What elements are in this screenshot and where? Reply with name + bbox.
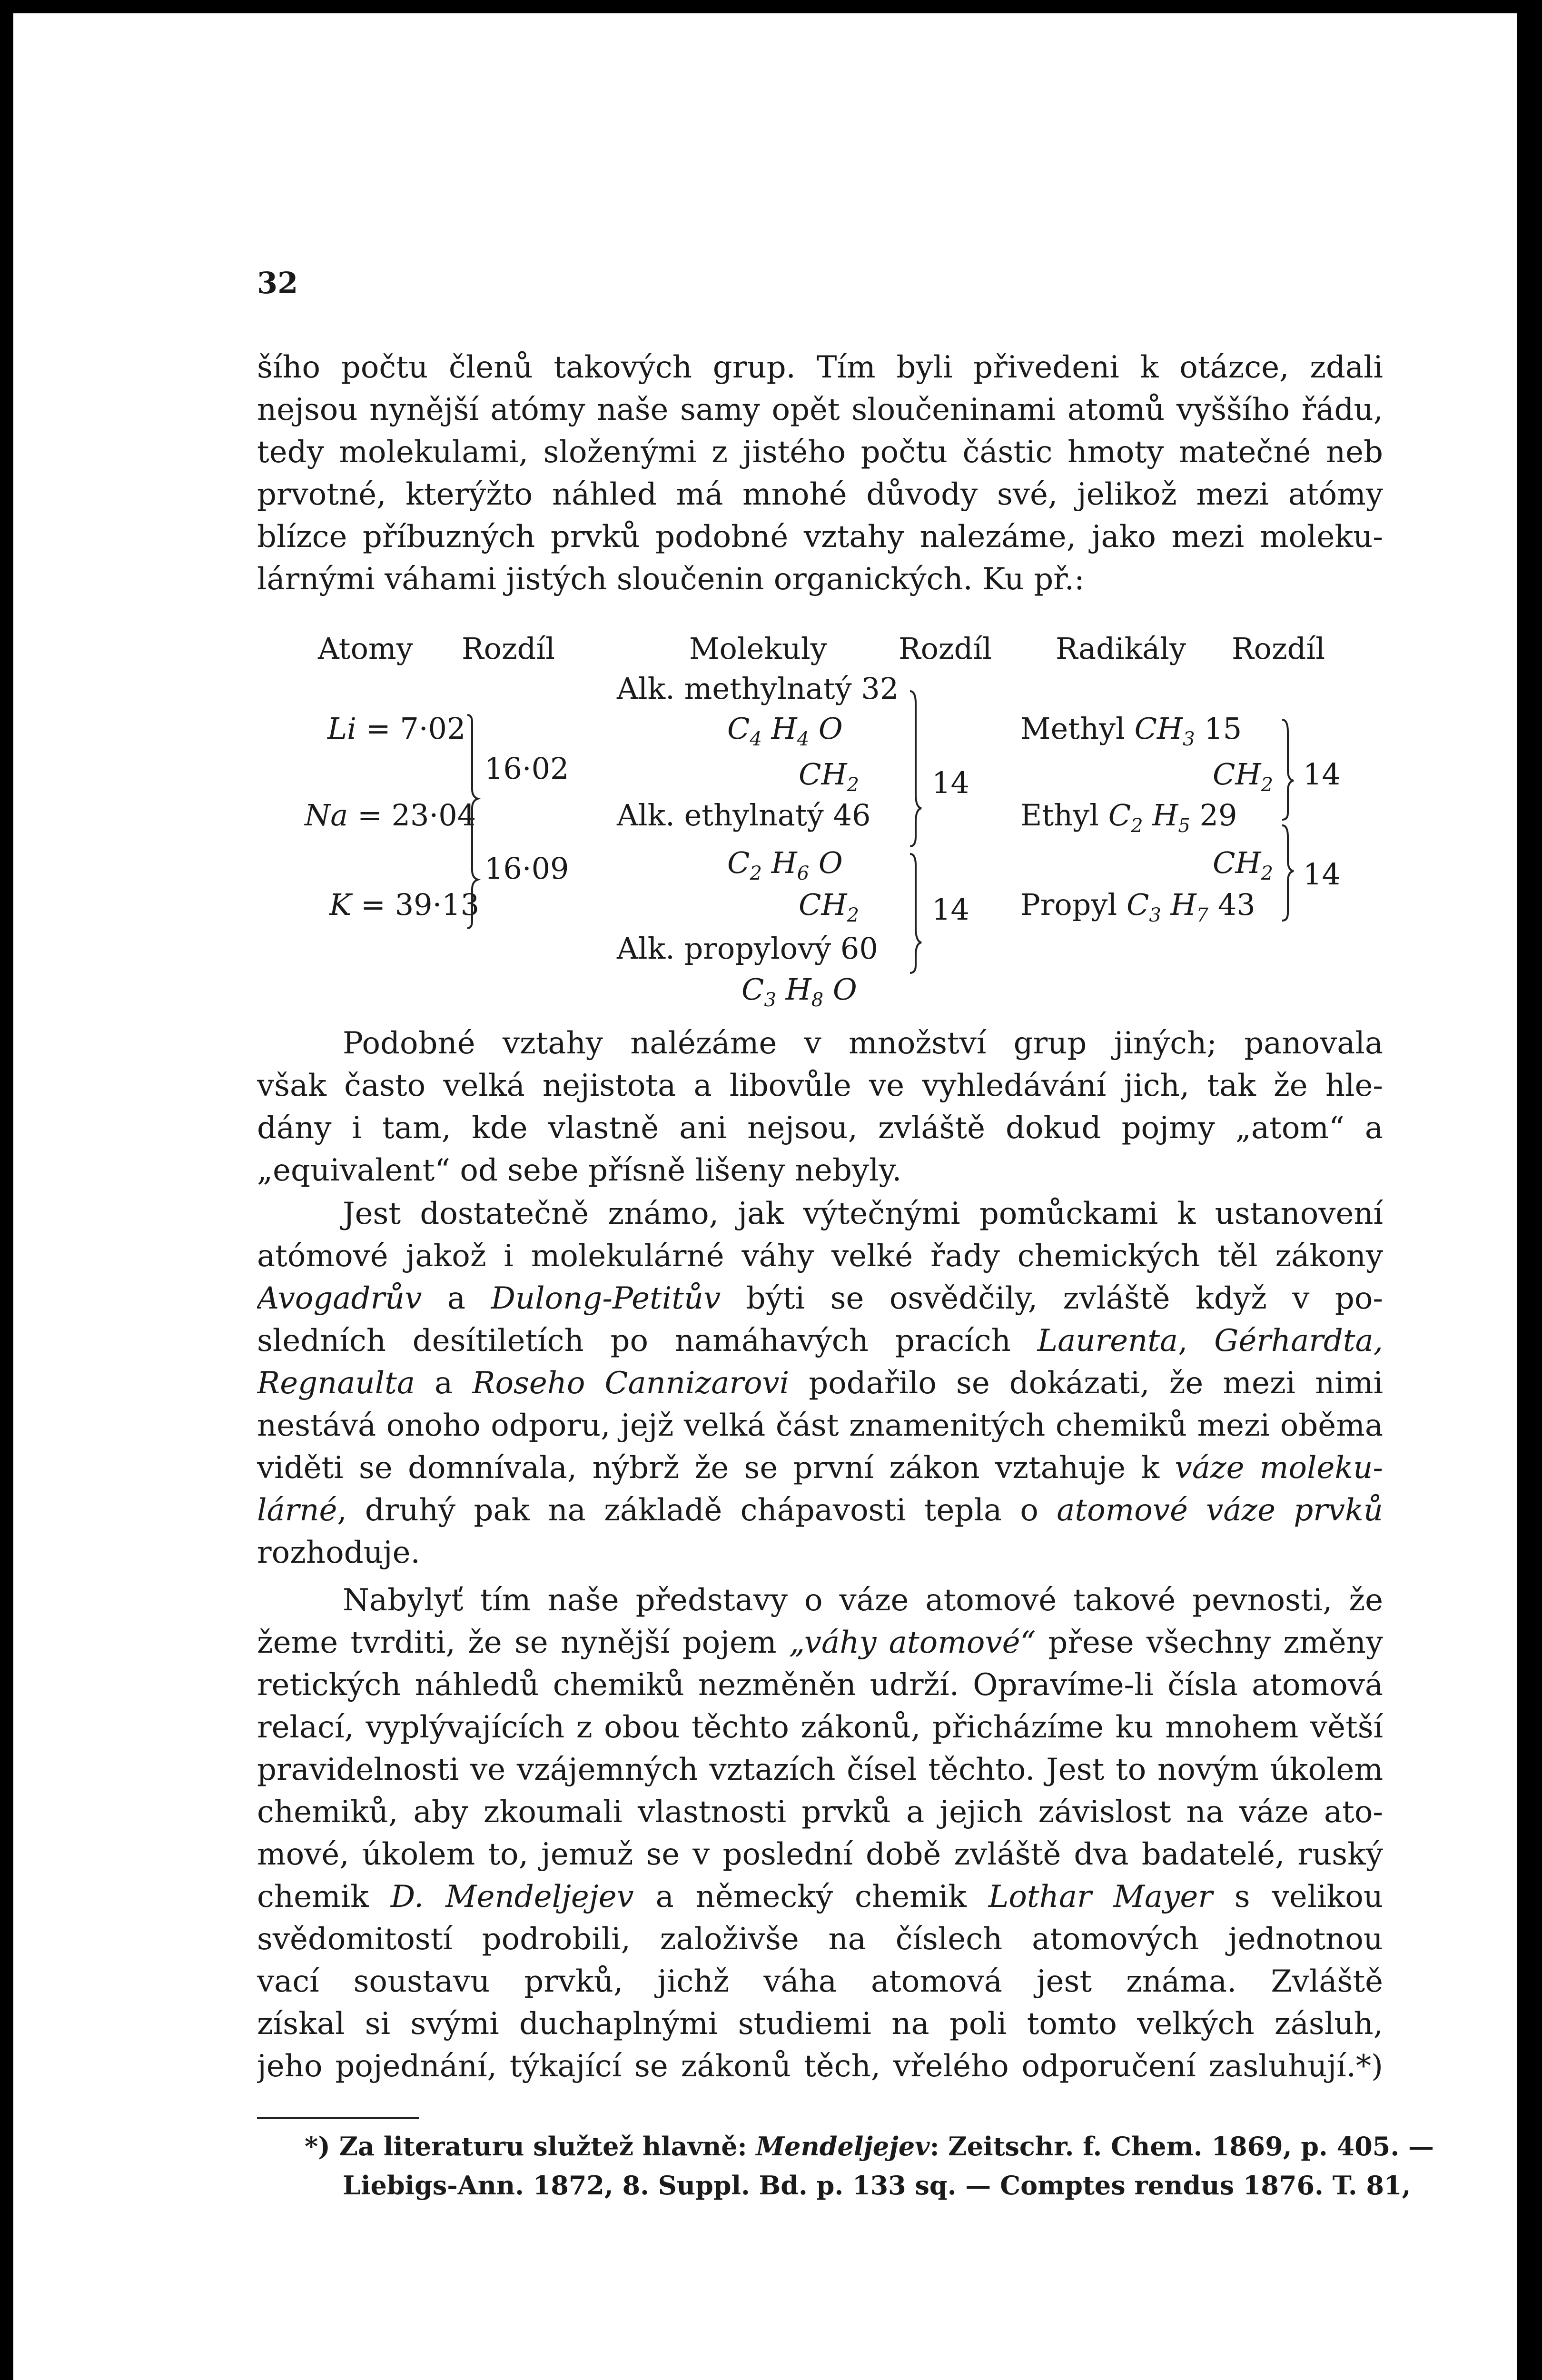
atom-diff-2: 16·09: [484, 851, 569, 886]
footnote-line: Liebigs-Ann. 1872, 8. Suppl. Bd. p. 133 sq. — Comptes rendus 1876. T. 81,: [343, 2170, 1411, 2201]
text-line: Jest dostatečně známo, jak výtečnými pomůckami k ustanovení: [343, 1196, 1383, 1231]
atom-diff-1: 16·02: [484, 751, 569, 786]
text-line: Regnaulta a Roseho Cannizarovi podařilo se dokázati, že mezi nimi: [257, 1366, 1383, 1401]
header-radikaly: Radikály: [1056, 631, 1186, 666]
molecule-formula-2: $C_2$ $H_6$ O: [727, 845, 843, 884]
text-line: atómové jakož i molekulárné váhy velké řady chemických těl zákony: [257, 1239, 1383, 1274]
paragraph-3: [257, 1193, 1383, 1574]
text-line: však často velká nejistota a libovůle ve vyhledávání jich, tak že hle-: [257, 1068, 1383, 1103]
paragraph-2: [257, 1022, 1383, 1192]
footnote: [257, 2127, 1434, 2205]
text-line: jeho pojednání, týkající se zákonů těch, vřelého odporučení zasluhují.*): [257, 2049, 1383, 2084]
text-line: relací, vyplývajících z obou těchto zákonů, přicházíme ku mnohem větší: [257, 1710, 1383, 1745]
text-line: vací soustavu prvků, jichž váha atomová jest známa. Zvláště: [257, 1964, 1383, 1999]
text-line: Nabylyť tím naše představy o váze atomové takové pevnosti, že: [343, 1583, 1383, 1618]
text-line: žeme tvrditi, že se nynější pojem „váhy atomové“ přese všechny změny: [257, 1625, 1383, 1660]
radical-diff-2: 14: [1303, 857, 1341, 892]
header-rozdil-2: Rozdíl: [899, 631, 992, 666]
molecule-alk-2: Alk. ethylnatý 46: [617, 798, 871, 833]
text-line: svědomitostí podrobili, založivše na číslech atomových jednotnou: [257, 1922, 1383, 1957]
text-line: „equivalent“ od sebe přísně lišeny nebyly.: [257, 1153, 902, 1188]
molecule-ch2-2: $CH_2$: [799, 887, 859, 926]
molecule-formula-1: $C_4$ $H_4$ O: [727, 711, 843, 750]
header-molekuly: Molekuly: [689, 631, 827, 666]
atom-brace: [465, 713, 484, 932]
paragraph-1: [257, 347, 1383, 601]
molecule-alk-1: Alk. methylnatý 32: [617, 671, 899, 706]
text-line: rozhoduje.: [257, 1535, 420, 1570]
text-line: nejsou nynější atómy naše samy opět sloučeninami atomů vyššího řádu,: [257, 392, 1383, 427]
header-rozdil-1: Rozdíl: [462, 631, 555, 666]
text-line: chemik D. Mendeljejev a německý chemik Lothar Mayer s velikou: [257, 1879, 1383, 1914]
text-line: lárné, druhý pak na základě chápavosti tepla o atomové váze prvků: [257, 1493, 1383, 1528]
text-line: viděti se domnívala, nýbrž že se první zákon vztahuje k váze moleku-: [257, 1450, 1383, 1486]
header-atomy: Atomy: [318, 631, 413, 666]
book-page: [13, 13, 1517, 2380]
text-line: blízce příbuzných prvků podobné vztahy nalezáme, jako mezi moleku-: [257, 519, 1383, 555]
text-line: nestává onoho odporu, jejž velká část znamenitých chemiků mezi oběma: [257, 1408, 1383, 1443]
footnote-rule: [257, 2117, 419, 2119]
page-number: 32: [257, 266, 298, 300]
footnote-line: *) Za literaturu služtež hlavně: Mendeljejev: Zeitschr. f. Chem. 1869, p. 405. —: [305, 2131, 1434, 2162]
text-line: retických náhledů chemiků nezměněn udrží. Opravíme-li čísla atomová: [257, 1667, 1383, 1703]
molecule-diff-1: 14: [932, 765, 969, 800]
radical-brace: [1280, 718, 1299, 932]
molecule-alk-3: Alk. propylový 60: [617, 931, 878, 966]
radical-ch2-1: $CH_2$: [1213, 757, 1273, 796]
radical-propyl: Propyl $C_3$ $H_7$ 43: [1020, 887, 1255, 926]
text-line: tedy molekulami, složenými z jistého počtu částic hmoty matečné neb: [257, 435, 1383, 470]
atom-k: K = 39·13: [329, 887, 480, 922]
text-line: pravidelnosti ve vzájemných vztazích čísel těchto. Jest to novým úkolem: [257, 1752, 1383, 1787]
text-line: dány i tam, kde vlastně ani nejsou, zvláště dokud pojmy „atom“ a: [257, 1111, 1383, 1146]
molecule-diff-2: 14: [932, 892, 969, 927]
atom-na: Na = 23·04: [305, 798, 476, 833]
text-line: získal si svými duchaplnými studiemi na poli tomto velkých zásluh,: [257, 2006, 1383, 2042]
molecule-ch2-1: $CH_2$: [799, 757, 859, 796]
text-line: prvotné, kterýžto náhled má mnohé důvody své, jelikož mezi atómy: [257, 477, 1383, 512]
radical-diff-1: 14: [1303, 757, 1341, 792]
text-line: lárnými váhami jistých sloučenin organických. Ku př.:: [257, 562, 1085, 597]
text-line: šího počtu členů takových grup. Tím byli přivedeni k otázce, zdali: [257, 350, 1383, 385]
molecule-formula-3: $C_3$ $H_8$ O: [741, 972, 857, 1011]
text-line: chemiků, aby zkoumali vlastnosti prvků a jejich závislost na váze ato-: [257, 1795, 1383, 1830]
radical-ethyl: Ethyl $C_2$ $H_5$ 29: [1020, 798, 1237, 837]
text-line: Podobné vztahy nalézáme v množství grup jiných; panovala: [343, 1026, 1383, 1061]
text-line: Avogadrův a Dulong-Petitův býti se osvědčily, zvláště když v po-: [257, 1281, 1383, 1316]
radical-ch2-2: $CH_2$: [1213, 845, 1273, 884]
text-line: mové, úkolem to, jemuž se v poslední době zvláště dva badatelé, ruský: [257, 1837, 1383, 1872]
atom-li: Li = 7·02: [327, 711, 466, 746]
paragraph-4: [257, 1579, 1383, 2088]
text-line: sledních desítiletích po namáhavých pracích Laurenta, Gérhardta,: [257, 1323, 1383, 1359]
radical-methyl: Methyl $CH_3$ 15: [1020, 711, 1242, 750]
molecule-brace: [908, 689, 927, 975]
header-rozdil-3: Rozdíl: [1232, 631, 1325, 666]
